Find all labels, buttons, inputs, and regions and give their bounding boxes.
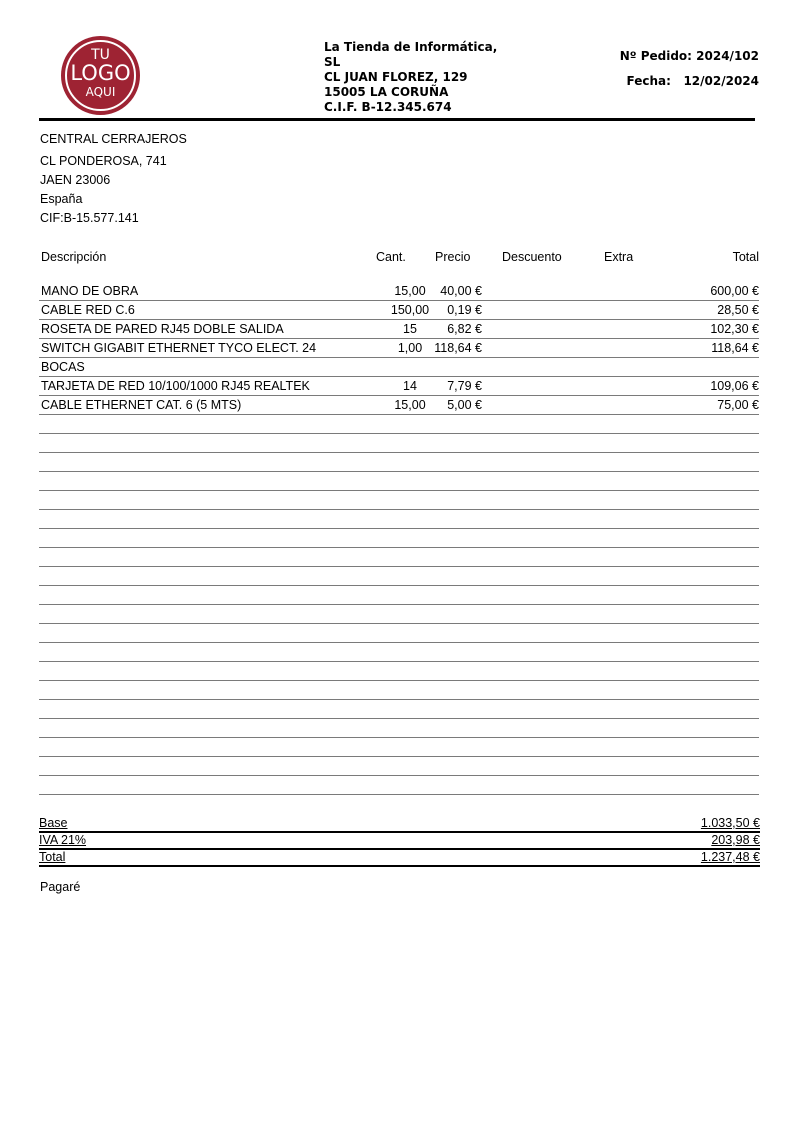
company-logo <box>61 36 140 115</box>
totals-total-row <box>39 848 760 867</box>
payment-method: Pagaré <box>40 880 81 894</box>
empty-table-row <box>39 529 759 548</box>
customer-address: CL PONDEROSA, 741 <box>40 154 167 168</box>
empty-table-row <box>39 662 759 681</box>
empty-table-row <box>39 510 759 529</box>
item-total: 102,30 € <box>710 322 759 336</box>
column-extra: Extra <box>604 250 634 264</box>
item-description: CABLE RED C.6 <box>41 303 135 317</box>
company-name-line2: SL <box>324 55 341 69</box>
vat-value: 203,98 € <box>711 833 760 847</box>
table-row <box>39 377 759 396</box>
table-row <box>39 320 759 339</box>
order-date-row <box>620 74 759 88</box>
logo-text-tu: TU <box>91 47 110 63</box>
item-description: ROSETA DE PARED RJ45 DOBLE SALIDA <box>41 322 284 336</box>
empty-table-row <box>39 776 759 795</box>
column-quantity: Cant. <box>376 250 406 264</box>
totals-vat-row <box>39 833 760 848</box>
company-cif: C.I.F. B-12.345.674 <box>324 100 452 114</box>
item-total: 28,50 € <box>717 303 759 317</box>
company-city: 15005 LA CORUÑA <box>324 85 449 99</box>
empty-table-row <box>39 757 759 776</box>
empty-table-row <box>39 738 759 757</box>
company-address: CL JUAN FLOREZ, 129 <box>324 70 468 84</box>
item-quantity: 1,00 <box>397 341 423 355</box>
customer-name: CENTRAL CERRAJEROS <box>40 132 187 146</box>
item-quantity: 15,00 <box>394 398 426 412</box>
item-price: 0,19 € <box>447 303 482 317</box>
item-price: 40,00 € <box>440 284 482 298</box>
item-price: 118,64 € <box>434 341 482 355</box>
customer-info <box>40 130 187 228</box>
table-header <box>0 250 795 266</box>
item-description: TARJETA DE RED 10/100/1000 RJ45 REALTEK <box>41 379 310 393</box>
item-quantity: 150,00 <box>390 303 430 317</box>
company-name-line1: La Tienda de Informática, <box>324 40 498 54</box>
header-divider <box>39 118 755 121</box>
empty-table-row <box>39 719 759 738</box>
customer-city: JAEN 23006 <box>40 173 111 187</box>
item-description: CABLE ETHERNET CAT. 6 (5 MTS) <box>41 398 242 412</box>
empty-table-row <box>39 586 759 605</box>
item-total: 75,00 € <box>717 398 759 412</box>
empty-table-row <box>39 567 759 586</box>
item-price: 5,00 € <box>447 398 482 412</box>
empty-table-row <box>39 472 759 491</box>
empty-table-row <box>39 548 759 567</box>
order-number-row <box>620 49 759 63</box>
empty-table-row <box>39 491 759 510</box>
total-value: 1.237,48 € <box>700 850 760 864</box>
column-price: Precio <box>435 250 471 264</box>
items-table <box>39 282 759 795</box>
order-number: 2024/102 <box>696 49 759 63</box>
item-description: SWITCH GIGABIT ETHERNET TYCO ELECT. 24 <box>41 341 317 355</box>
customer-cif: CIF:B-15.577.141 <box>40 211 139 225</box>
item-total: 109,06 € <box>710 379 759 393</box>
empty-table-row <box>39 415 759 434</box>
order-date: 12/02/2024 <box>683 74 759 88</box>
order-info <box>620 49 759 99</box>
item-quantity: 14 <box>403 379 417 393</box>
empty-table-row <box>39 643 759 662</box>
totals-block <box>39 816 760 867</box>
item-total: 600,00 € <box>710 284 759 298</box>
table-row-continuation <box>39 358 759 377</box>
table-row <box>39 339 759 358</box>
table-row <box>39 301 759 320</box>
order-date-label: Fecha: <box>626 74 671 88</box>
logo-text-logo: LOGO <box>70 61 131 85</box>
empty-table-row <box>39 453 759 472</box>
order-number-label: Nº Pedido: <box>619 49 692 63</box>
item-quantity: 15,00 <box>394 284 426 298</box>
empty-table-row <box>39 624 759 643</box>
column-discount: Descuento <box>502 250 562 264</box>
item-quantity: 15 <box>403 322 417 336</box>
item-price: 7,79 € <box>447 379 482 393</box>
base-label: Base <box>39 816 68 830</box>
vat-label: IVA 21% <box>39 833 87 847</box>
item-price: 6,82 € <box>447 322 482 336</box>
empty-table-row <box>39 700 759 719</box>
total-label: Total <box>39 850 66 864</box>
totals-base-row <box>39 816 760 833</box>
table-row <box>39 282 759 301</box>
empty-table-row <box>39 434 759 453</box>
customer-country: España <box>40 192 83 206</box>
logo-text-aqui: AQUI <box>85 85 116 99</box>
column-total: Total <box>732 250 759 264</box>
item-description: MANO DE OBRA <box>41 284 139 298</box>
empty-table-row <box>39 605 759 624</box>
item-total: 118,64 € <box>711 341 759 355</box>
company-info <box>324 40 524 115</box>
item-description-continuation: BOCAS <box>41 360 85 374</box>
table-row <box>39 396 759 415</box>
base-value: 1.033,50 € <box>700 816 760 830</box>
column-description: Descripción <box>41 250 107 264</box>
empty-table-row <box>39 681 759 700</box>
